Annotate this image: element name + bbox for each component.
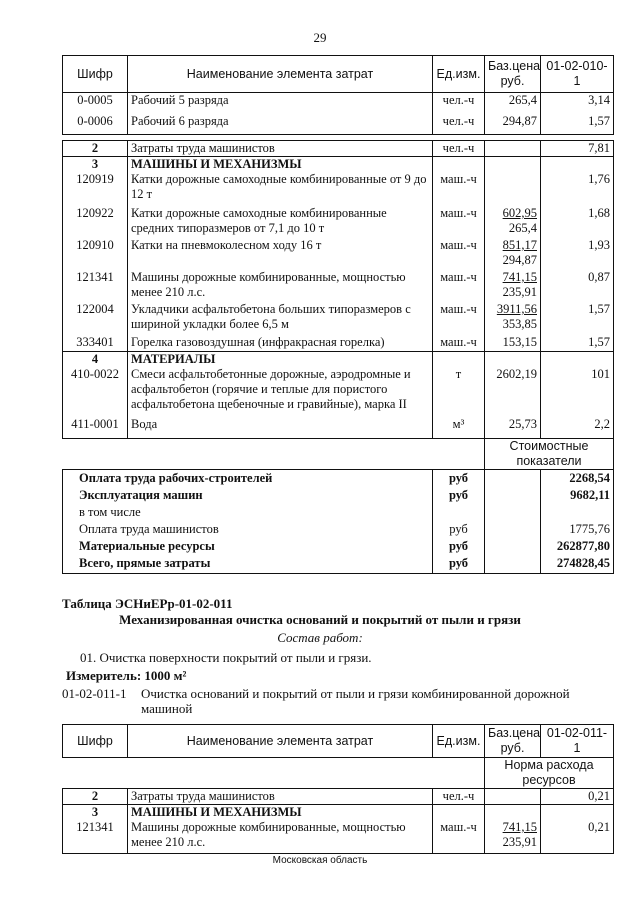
work-composition-title: Состав работ: (277, 630, 363, 645)
table-row: 333401 Горелка газовоздушная (инфракрасная горелка) маш.-ч 153,15 1,57 (63, 335, 614, 351)
total-row: в том числе (63, 504, 614, 521)
table-header: Шифр Наименование элемента затрат Ед.изм. Баз.цена руб. 01-02-011-1 (63, 725, 614, 758)
table-header (63, 56, 614, 93)
table-row: 2 Затраты труда машинистов чел.-ч 7,81 (63, 141, 614, 157)
section-heading: Механизированная очистка оснований и покрытий от пыли и грязи (119, 612, 521, 627)
footer-region: Московская область (272, 855, 368, 866)
work-item: 01. Очистка поверхности покрытий от пыли и грязи. (80, 650, 372, 665)
total-row: Эксплуатация машин руб 9682,11 (63, 487, 614, 504)
table-row: 122004 Укладчики асфальтобетона больших типоразмеров с шириной укладки более 6,5 м маш.-ч 3911,56 353,85 1,57 (63, 302, 614, 335)
table-row: 121341 Машины дорожные комбинированные, мощностью менее 210 л.с. маш.-ч 741,15 235,91 0,21 (63, 820, 614, 853)
total-row: Оплата труда рабочих-строителей руб 2268,54 (63, 470, 614, 488)
col-norm: 01-02-010-1 (541, 56, 614, 93)
table-row: 120910 Катки на пневмоколесном ходу 16 т маш.-ч 851,17 294,87 1,93 (63, 238, 614, 270)
cost-caption: Стоимостные показатели (485, 439, 614, 470)
page-number: 29 (313, 30, 327, 45)
table-row: 0-0005 Рабочий 5 разряда чел.-ч 265,4 3,14 (63, 93, 614, 114)
table-row: 411-0001 Вода м³ 25,73 2,2 (63, 417, 614, 439)
table-row: 410-0022 Смеси асфальтобетонные дорожные, аэродромные и асфальтобетон (горячие и теплые для пористого асфальтобетона щебеночные и гравийные), марка II т 2602,19 101 (63, 367, 614, 417)
col-code: Шифр (63, 56, 128, 93)
table-row: 120922 Катки дорожные самоходные комбинированные средних типоразмеров от 7,1 до 10 т маш.-ч 602,95 265,4 1,68 (63, 206, 614, 238)
total-row: Всего, прямые затраты руб 274828,45 (63, 555, 614, 573)
col-unit: Ед.изм. (433, 56, 485, 93)
resource-table-2 (62, 724, 614, 854)
total-row: Материальные ресурсы руб 262877,80 (63, 538, 614, 555)
measure-unit: Измеритель: 1000 м² (66, 668, 187, 683)
total-row: Оплата труда машинистов руб 1775,76 (63, 521, 614, 538)
table-row: 120919 Катки дорожные самоходные комбинированные от 9 до 12 т маш.-ч 1,76 (63, 172, 614, 206)
table-row: 121341 Машины дорожные комбинированные, мощностью менее 210 л.с. маш.-ч 741,15 235,91 0,87 (63, 270, 614, 302)
entry-code: 01-02-011-1 (62, 686, 127, 701)
table-row: 3 МАШИНЫ И МЕХАНИЗМЫ (63, 157, 614, 173)
table-row: 0-0006 Рабочий 6 разряда чел.-ч 294,87 1,57 (63, 114, 614, 135)
resource-table-1 (62, 55, 614, 574)
table-row: 3 МАШИНЫ И МЕХАНИЗМЫ (63, 805, 614, 821)
table-title: Таблица ЭСНиЕРр-01-02-011 (62, 596, 233, 611)
table-row: 2 Затраты труда машинистов чел.-ч 0,21 (63, 789, 614, 805)
norm-caption: Норма расхода ресурсов (485, 758, 614, 789)
col-price: Баз.цена руб. (485, 56, 541, 93)
col-name: Наименование элемента затрат (128, 56, 433, 93)
entry-description: Очистка оснований и покрытий от пыли и грязи комбинированной дорожной машиной (141, 686, 570, 716)
table-row: 4 МАТЕРИАЛЫ (63, 351, 614, 367)
